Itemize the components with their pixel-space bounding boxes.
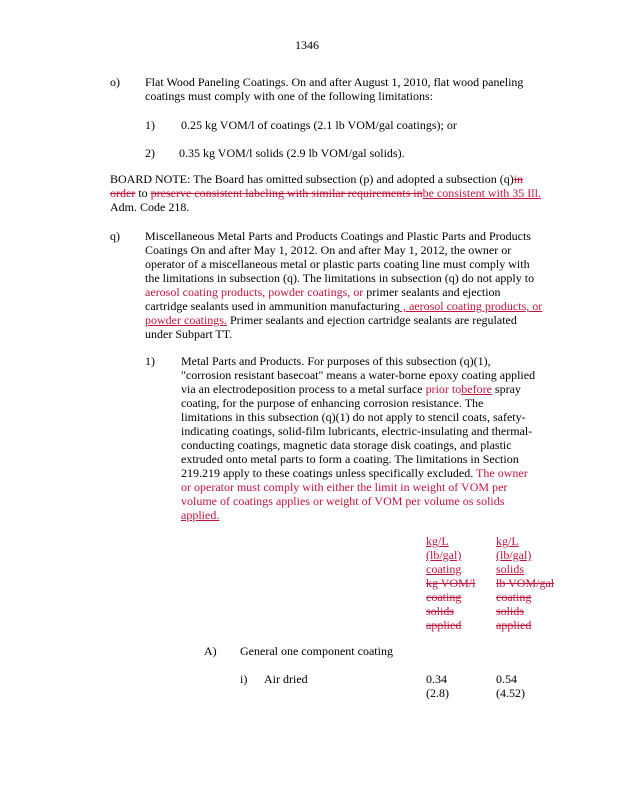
deleted-text: coating [426, 590, 462, 604]
board-note-text: BOARD NOTE: The Board has omitted subsection (p) and adopted a subsection (q) [110, 172, 514, 186]
subsection-q-line-2: Coatings On and after May 1, 2012. On and after May 1, 2012, the owner or [145, 243, 512, 257]
board-note-text: to [135, 186, 151, 200]
subsection-q-line-5 [145, 285, 501, 299]
subsection-q-line-4: the limitations in subsection (q). The limitations in subsection (q) do not apply to [145, 271, 535, 285]
subsection-q1-line-12: applied. [181, 508, 220, 522]
body-text: Primer sealants and ejection cartridge sealants are regulated [226, 313, 517, 327]
body-text: 219.219 apply to these coatings unless specifically excluded. [181, 466, 474, 480]
inserted-text: (lb/gal) [496, 548, 532, 562]
subsection-o-item-1-label: 1) [145, 118, 155, 132]
board-note-line-3: Adm. Code 218. [110, 200, 190, 214]
table-cell: (4.52) [496, 686, 525, 700]
inserted-text: prior to [422, 382, 462, 396]
deleted-text: before [461, 382, 492, 396]
deleted-text: applied [426, 618, 462, 632]
subsection-q1-line-4: coating, for the purpose of enhancing corrosion resistance. The [181, 396, 484, 410]
subsection-o-item-2-label: 2) [145, 146, 155, 160]
inserted-text: (lb/gal) [426, 548, 462, 562]
inserted-text: be consistent with 35 Ill. [422, 186, 541, 200]
subsection-q1-line-1: Metal Parts and Products. For purposes of this subsection (q)(1), [181, 354, 491, 368]
subsection-q-line-6 [145, 299, 542, 313]
subsection-q-label: q) [110, 229, 120, 243]
subsection-q-line-8: under Subpart TT. [145, 327, 233, 341]
subsection-q1-line-7: conducting coatings, magnetic data storage disk coatings, and plastic [181, 438, 512, 452]
subsection-o-label: o) [110, 75, 120, 89]
body-text: cartridge sealants used in ammunition manufacturing [145, 299, 400, 313]
deleted-text: in [513, 172, 524, 186]
body-text: via an electrodeposition process to a metal surface [181, 382, 423, 396]
deleted-text: order [110, 186, 136, 200]
inserted-text: solids [496, 562, 525, 576]
subsection-o-item-2-text: 0.35 kg VOM/l solids (2.9 lb VOM/gal solids). [179, 146, 405, 160]
inserted-text: kg/L [496, 534, 519, 548]
subsection-q-line-7 [145, 313, 517, 327]
body-text: primer sealants and ejection [363, 285, 501, 299]
body-text: spray [491, 382, 521, 396]
row-ai-label: i) [240, 672, 248, 686]
deleted-text: applied [496, 618, 532, 632]
subsection-o-line-1: Flat Wood Paneling Coatings. On and after August 1, 2010, flat wood paneling [145, 75, 524, 89]
inserted-text: kg/L [426, 534, 449, 548]
row-a-label: A) [204, 644, 217, 658]
subsection-q1-line-8: extruded onto metal parts to form a coating. The limitations in Section [181, 452, 519, 466]
row-ai-coating-value [426, 672, 449, 700]
inserted-text: powder coatings. [145, 313, 227, 327]
subsection-q1-label: 1) [145, 354, 155, 368]
board-note-line-1 [110, 172, 523, 186]
row-ai-solids-value [496, 672, 525, 700]
row-a-text: General one component coating [240, 644, 393, 658]
subsection-q1-line-3 [181, 382, 521, 396]
deleted-text: preserve consistent labeling with similar requirements in [150, 186, 423, 200]
subsection-o-item-1-text: 0.25 kg VOM/l of coatings (2.1 lb VOM/gal coatings); or [181, 118, 457, 132]
table-cell: 0.54 [496, 672, 517, 686]
inserted-text: , aerosol coating products, or [399, 299, 543, 313]
table-column-header-coating [426, 534, 475, 632]
inserted-text: The owner [473, 466, 528, 480]
subsection-q1-line-10: or operator must comply with either the limit in weight of VOM per [181, 480, 508, 494]
subsection-o-line-2: coatings must comply with one of the following limitations: [145, 89, 433, 103]
subsection-q1-line-11: volume of coatings applies or weight of VOM per volume os solids [181, 494, 505, 508]
page-number: 1346 [295, 38, 319, 52]
inserted-text: aerosol coating products, powder coatings, or [145, 285, 364, 299]
deleted-text: solids [426, 604, 455, 618]
table-column-header-solids [496, 534, 554, 632]
subsection-q-line-1: Miscellaneous Metal Parts and Products Coatings and Plastic Parts and Products [145, 229, 531, 243]
deleted-text: coating [496, 590, 532, 604]
deleted-text: solids [496, 604, 525, 618]
subsection-q-line-3: operator of a miscellaneous metal or plastic parts coating line must comply with [145, 257, 530, 271]
table-cell: 0.34 [426, 672, 447, 686]
deleted-text: kg VOM/l [426, 576, 476, 590]
deleted-text: lb VOM/gal [496, 576, 555, 590]
row-ai-text: Air dried [264, 672, 308, 686]
board-note-line-2 [110, 186, 541, 200]
subsection-q1-line-2: "corrosion resistant basecoat" means a water-borne epoxy coating applied [181, 368, 536, 382]
subsection-q1-line-5: limitations in this subsection (q)(1) do not apply to stencil coats, safety- [181, 410, 526, 424]
table-cell: (2.8) [426, 686, 449, 700]
subsection-q1-line-9 [181, 466, 528, 480]
inserted-text: coating [426, 562, 462, 576]
subsection-q1-line-6: indicating coatings, solid-film lubricants, electric-insulating and thermal- [181, 424, 533, 438]
